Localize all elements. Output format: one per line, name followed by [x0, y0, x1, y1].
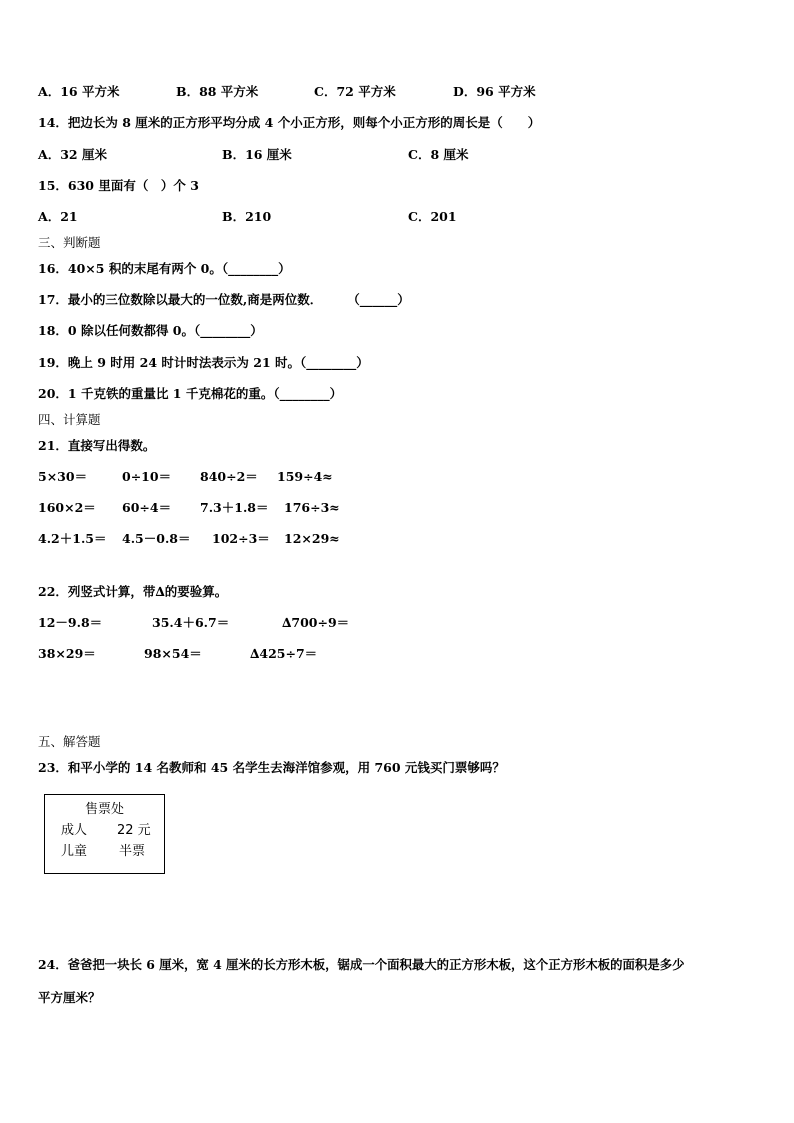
q13-option-a: A．16 平方米	[38, 84, 120, 99]
q13-option-b: B．88 平方米	[176, 84, 259, 99]
q17: 17．最小的三位数除以最大的一位数,商是两位数． （______）	[38, 292, 410, 307]
adult-price: 22 元	[117, 823, 151, 838]
q21-item: 160×2＝	[38, 500, 96, 515]
q13-option-c: C．72 平方米	[314, 84, 396, 99]
q21-item: 12×29≈	[284, 531, 340, 546]
q22-item: 12－9.8＝	[38, 615, 103, 630]
q24-stem-line1: 24．爸爸把一块长 6 厘米，宽 4 厘米的长方形木板，锯成一个面积最大的正方形木板，这个正方形木板的面积是多少	[38, 957, 685, 972]
q21-item: 102÷3＝	[212, 531, 270, 546]
q18: 18．0 除以任何数都得 0。（________）	[38, 323, 263, 338]
q21-item: 60÷4＝	[122, 500, 172, 515]
section-heading-calculation: 四、计算题	[38, 412, 101, 427]
q21-item: 176÷3≈	[284, 500, 340, 515]
q21-item: 159÷4≈	[277, 469, 333, 484]
q22-item: ∆700÷9＝	[282, 615, 350, 630]
q13-option-d: D．96 平方米	[453, 84, 536, 99]
q22-item: 98×54＝	[144, 646, 202, 661]
q14-option-b: B．16 厘米	[222, 147, 292, 162]
child-label: 儿童	[61, 844, 88, 859]
section-heading-judgement: 三、判断题	[38, 235, 101, 250]
q15-option-b: B．210	[222, 209, 272, 224]
q19: 19．晚上 9 时用 24 时计时法表示为 21 时。（________）	[38, 355, 369, 370]
q22-stem: 22．列竖式计算，带∆的要验算。	[38, 584, 228, 599]
q23-stem: 23．和平小学的 14 名教师和 45 名学生去海洋馆参观，用 760 元钱买门票够吗？	[38, 760, 505, 775]
q22-item: ∆425÷7＝	[250, 646, 318, 661]
ticket-box-title: 售票处	[85, 802, 125, 817]
q15-option-c: C．201	[408, 209, 457, 224]
q20: 20．1 千克铁的重量比 1 千克棉花的重。（________）	[38, 386, 343, 401]
q21-item: 5×30＝	[38, 469, 88, 484]
q21-stem: 21．直接写出得数。	[38, 438, 156, 453]
ticket-price-box	[44, 794, 165, 874]
section-heading-word-problems: 五、解答题	[38, 734, 101, 749]
q21-item: 840÷2＝	[200, 469, 258, 484]
q24-stem-line2: 平方厘米？	[38, 990, 101, 1005]
q15-stem: 15．630 里面有（ ）个 3	[38, 178, 199, 193]
q22-item: 35.4＋6.7＝	[152, 615, 230, 630]
q22-item: 38×29＝	[38, 646, 96, 661]
adult-label: 成人	[61, 823, 88, 838]
child-price: 半票	[119, 844, 146, 859]
q21-item: 4.2＋1.5＝	[38, 531, 107, 546]
q16: 16．40×5 积的末尾有两个 0。（________）	[38, 261, 291, 276]
q21-item: 4.5－0.8＝	[122, 531, 191, 546]
q21-item: 0÷10＝	[122, 469, 172, 484]
q15-option-a: A．21	[38, 209, 78, 224]
q14-option-a: A．32 厘米	[38, 147, 107, 162]
q14-stem: 14．把边长为 8 厘米的正方形平均分成 4 个小正方形，则每个小正方形的周长是（ ）	[38, 115, 541, 130]
q14-option-c: C．8 厘米	[408, 147, 469, 162]
q21-item: 7.3＋1.8＝	[200, 500, 269, 515]
